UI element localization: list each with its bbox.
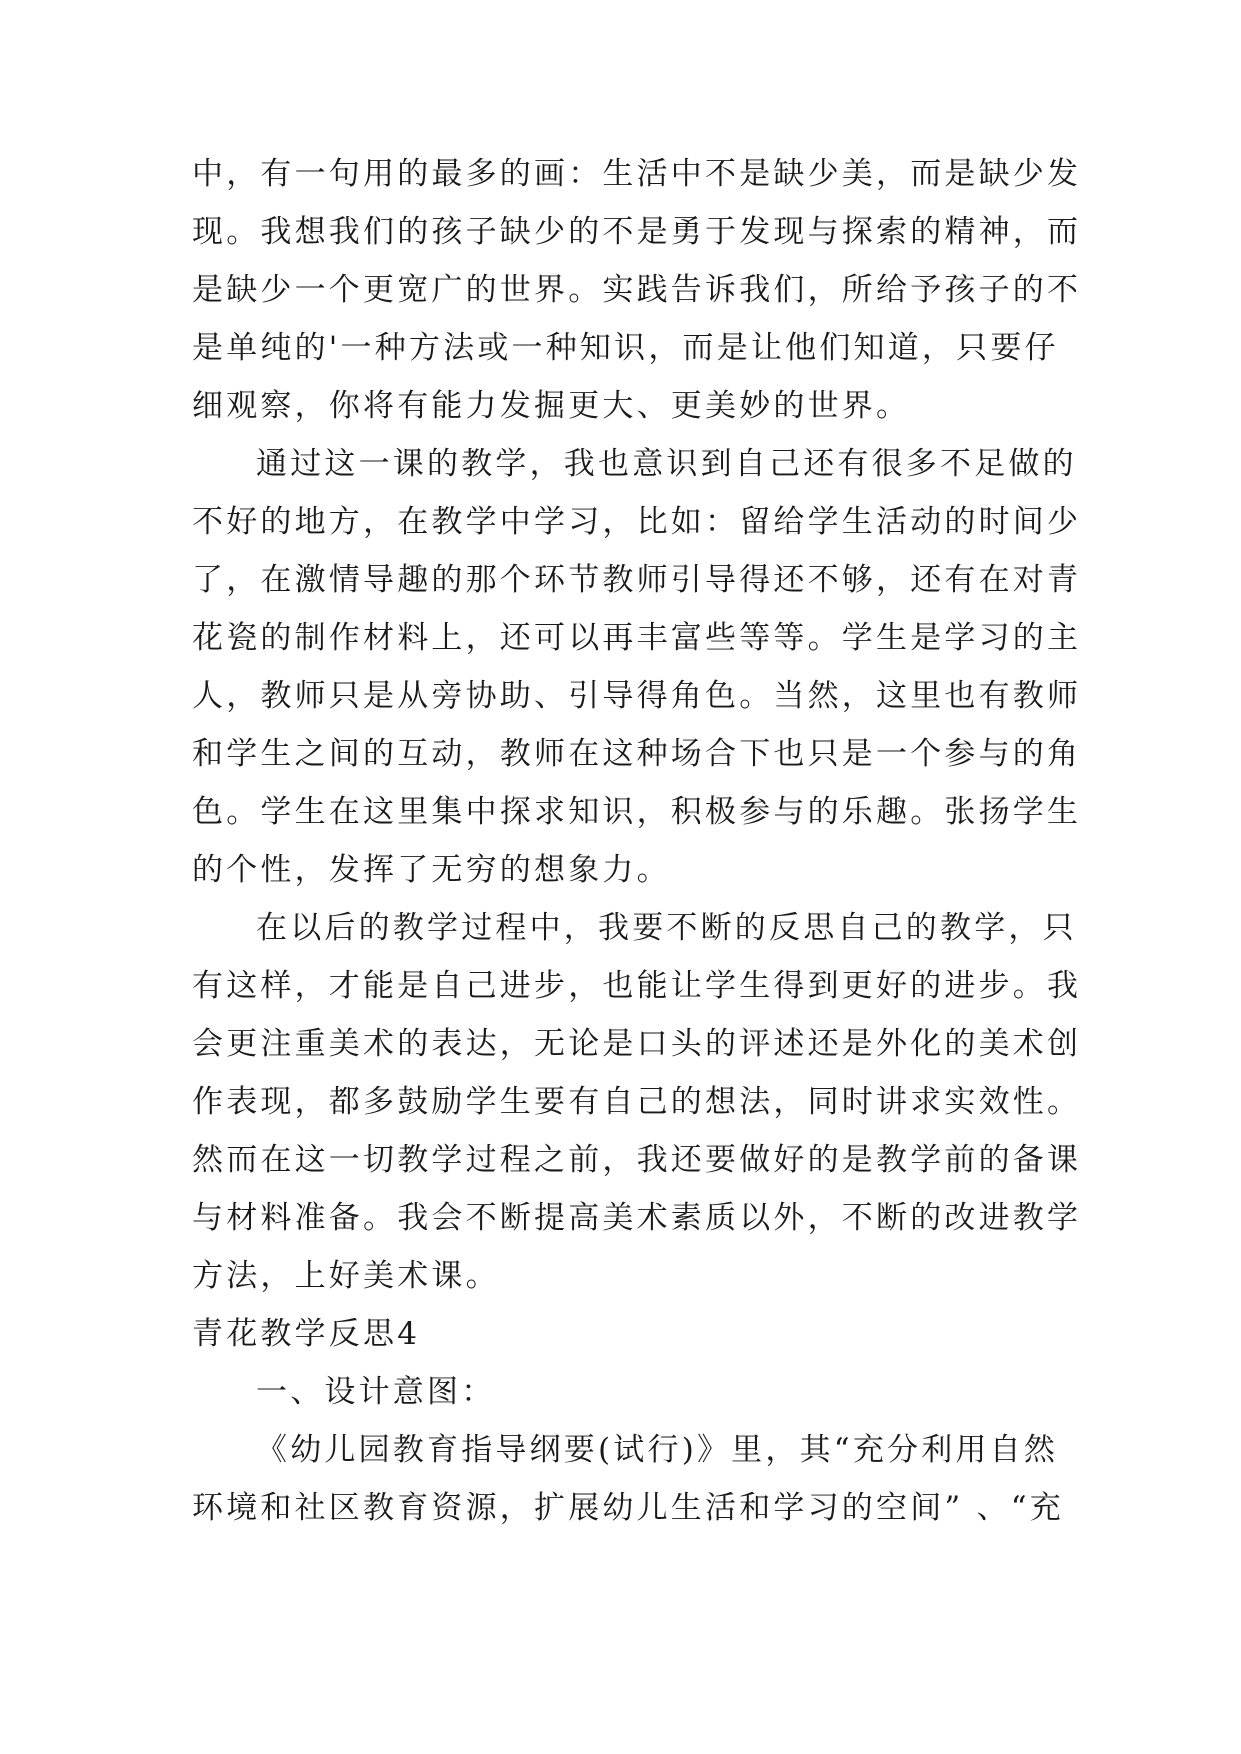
text-line: 会更注重美术的表达，无论是口头的评述还是外化的美术创 xyxy=(192,1026,1082,1062)
text-line: 是单纯的'一种方法或一种知识，而是让他们知道，只要仔 xyxy=(192,330,1059,366)
text-line: 是缺少一个更宽广的世界。实践告诉我们，所给予孩子的不 xyxy=(192,272,1082,308)
text-line: 人，教师只是从旁协助、引导得角色。当然，这里也有教师 xyxy=(192,678,1082,714)
paragraph-first-line: 在以后的教学过程中，我要不断的反思自己的教学，只 xyxy=(256,910,1077,946)
text-line: 然而在这一切教学过程之前，我还要做好的是教学前的备课 xyxy=(192,1142,1082,1178)
paragraph-first-line: 《幼儿园教育指导纲要(试行)》里，其“充分利用自然 xyxy=(256,1432,1059,1468)
text-line: 细观察，你将有能力发掘更大、更美妙的世界。 xyxy=(192,388,911,424)
text-line: 方法，上好美术课。 xyxy=(192,1258,500,1294)
text-line: 不好的地方，在教学中学习，比如：留给学生活动的时间少 xyxy=(192,504,1082,540)
text-line: 了，在激情导趣的那个环节教师引导得还不够，还有在对青 xyxy=(192,562,1082,598)
text-line: 和学生之间的互动，教师在这种场合下也只是一个参与的角 xyxy=(192,736,1082,772)
section-heading: 青花教学反思4 xyxy=(192,1316,421,1352)
text-line: 色。学生在这里集中探求知识，积极参与的乐趣。张扬学生 xyxy=(192,794,1082,830)
text-line: 的个性，发挥了无穷的想象力。 xyxy=(192,852,671,888)
text-line: 花瓷的制作材料上，还可以再丰富些等等。学生是学习的主 xyxy=(192,620,1082,656)
text-line: 与材料准备。我会不断提高美术素质以外，不断的改进教学 xyxy=(192,1200,1082,1236)
text-line: 作表现，都多鼓励学生要有自己的想法，同时讲求实效性。 xyxy=(192,1084,1082,1120)
text-line: 有这样，才能是自己进步，也能让学生得到更好的进步。我 xyxy=(192,968,1082,1004)
text-line: 环境和社区教育资源，扩展幼儿生活和学习的空间” 、“充 xyxy=(192,1490,1064,1526)
text-line: 中，有一句用的最多的画：生活中不是缺少美，而是缺少发 xyxy=(192,156,1082,192)
text-line: 现。我想我们的孩子缺少的不是勇于发现与探索的精神，而 xyxy=(192,214,1082,250)
subsection-heading: 一、设计意图： xyxy=(256,1374,496,1410)
paragraph-first-line: 通过这一课的教学，我也意识到自己还有很多不足做的 xyxy=(256,446,1077,482)
